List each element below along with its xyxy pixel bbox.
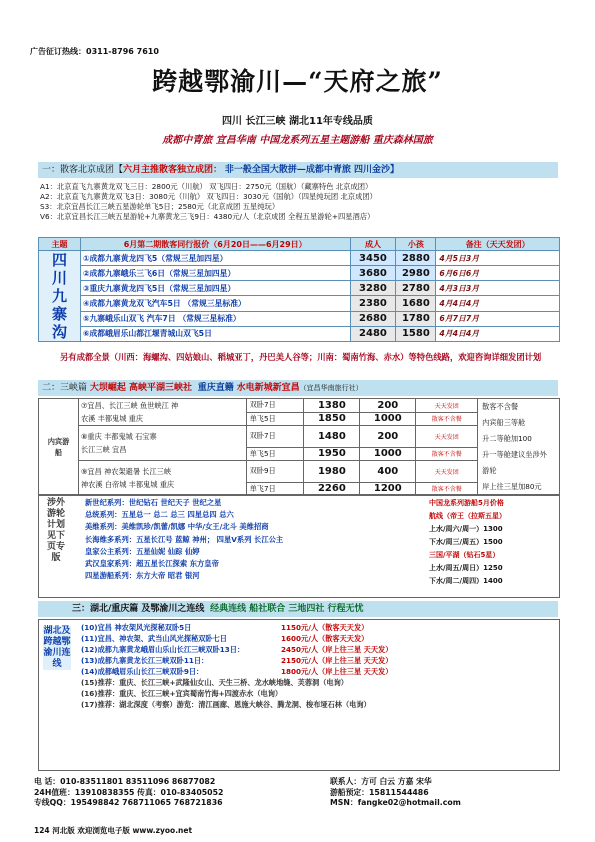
table-row (39, 251, 560, 266)
adult-price: 1380 (304, 399, 360, 413)
trip-cell: 双卧9日 (246, 461, 304, 483)
adult-price: 3280 (350, 281, 396, 296)
list-item: (10)宜昌 神农架风光探秘双卧5日 1150元/人（散客天天发） (81, 623, 369, 632)
table-row (39, 281, 560, 296)
note-cell: 天天发团 (416, 399, 478, 413)
col-header: 主题 (39, 238, 81, 251)
route-cell: ⑧重庆 丰都鬼城 石宝寨 长江三峡 宜昌 (78, 426, 246, 461)
child-price: 1000 (360, 447, 416, 461)
child-price: 1580 (396, 326, 436, 341)
cruise-series: 长海维多系列：五星长江号 蓝鲸 神州； 四星V系列 长江公主 (85, 534, 284, 544)
route-line: S3：北京宜昌长江三峡五星游轮单飞5日；2580元（北京成团 五星纯玩） (40, 202, 280, 211)
cabin-info: 散客不含餐 内宾船三等舱 升二等舱加100 升一等舱建议坐涉外 游轮 岸上往三星加80元 (478, 399, 560, 496)
adult-price: 3450 (350, 251, 396, 266)
list-item: (16)推荐：重庆、长江三峡+宜宾蜀南竹海+四渡赤水（电询） (81, 689, 283, 698)
table-row (39, 326, 560, 341)
page-footer: 124 河北版 欢迎浏览电子版 www.zyoo.net (34, 826, 193, 835)
table-side-label: 内宾游船 (39, 399, 79, 496)
child-price: 2980 (396, 266, 436, 281)
route-line: A2：北京直飞九寨黄龙双飞3日：3080元（川航） 双飞四日：3030元（国航）（四星纯玩团 北京成团） (40, 192, 377, 201)
dragon-price-row: 下水/周三/周五）1500 (429, 538, 503, 546)
note-cell: 4月3日3月 (436, 281, 560, 296)
col-header: 小孩 (396, 238, 436, 251)
child-price: 2780 (396, 281, 436, 296)
list-item: (11)宜昌、神农架、武当山风光探秘双卧七日 1600元/人（散客天天发） (81, 634, 369, 643)
cruise-series: 四星游船系列：东方大帝 昭君 银河 (85, 571, 200, 581)
list-item: (13)成都九寨黄龙长江三峡双卧11日： 2150元/人（岸上往三星 天天发） (81, 656, 393, 665)
child-price: 200 (360, 399, 416, 413)
subtitle-partners: 成都中青旅 宜昌华南 中国龙系列五星主题游船 重庆森林国旅 (162, 135, 433, 146)
cruise-side-label: 涉外游轮计划见下页专版 (46, 498, 65, 563)
col-header: 成人 (350, 238, 396, 251)
note-cell: 天天发团 (416, 461, 478, 483)
contact-block (34, 777, 558, 809)
list-item: (17)推荐：湖北深度（考察）游览：清江画廊、恩施大峡谷、腾龙洞、梭布垭石林（电询） (81, 700, 371, 709)
contact-row: 24H值班：13910838355 传真：010-83405052 游船预定：15811544486 (34, 787, 429, 797)
section1-header: 一：散客北京成团【六月主推散客独立成团： 非一般全国大散拼—成都中青旅 四川金沙】 (38, 162, 558, 178)
adult-price: 2260 (304, 482, 360, 496)
note-cell: 4月4日4月 (436, 326, 560, 341)
subtitle-specialty: 四川 长江三峡 湖北11年专线品质 (222, 116, 373, 127)
note-cell: 散客不含餐 (416, 412, 478, 426)
route-list-section1 (40, 182, 377, 222)
note-cell: 散客不含餐 (416, 447, 478, 461)
list-item: (12)成都九寨黄龙峨眉山乐山长江三峡双卧13日： 2450元/人（岸上往三星 天天发） (81, 645, 393, 654)
dragon-price-row: 下水/周二/周四）1400 (429, 577, 503, 585)
route-cell: ⑦宜昌、长江三峡 鱼世峡江 神 农溪 丰都鬼城 重庆 (78, 399, 246, 426)
list-item: (14)成都峨眉乐山长江三峡双卧9日： 1800元/人（岸上往三星 天天发） (81, 667, 393, 676)
dragon-price-row: 航线（帝王（拉斯五星） (429, 512, 506, 520)
route-cell: ③重庆九寨黄龙四飞5日（常规三星加四星） (80, 281, 350, 296)
adult-price: 3680 (350, 266, 396, 281)
adult-price: 1850 (304, 412, 360, 426)
adult-price: 2680 (350, 311, 396, 326)
note-cell: 4月4日4月 (436, 296, 560, 311)
cruise-series: 总统系列：五星总一 总二 总三 四星总四 总六 (85, 510, 234, 520)
sichuan-price-table (38, 237, 560, 342)
child-price: 2880 (396, 251, 436, 266)
table-row (39, 296, 560, 311)
contact-row: 专线QQ：195498842 768711065 768721836 MSN：fangke02@hotmail.com (34, 798, 461, 807)
route-line: A1：北京直飞九寨黄龙双飞三日：2800元（川航） 双飞四日：2750元（国航）（藏寨特色 北京成团） (40, 182, 373, 191)
trip-cell: 单飞5日 (246, 412, 304, 426)
hubei-route-list (81, 622, 392, 710)
cruise-series: 美维系列：美维凯珍/凯蕾/凯娜 中华/女王/北斗 美维招商 (85, 522, 269, 532)
cruise-series: 武汉皇家系列：超五星长江探索 东方皇帝 (85, 559, 219, 569)
route-cell: ⑤九寨峨乐山双飞 汽车7日 （常规三星标准） (80, 311, 350, 326)
dragon-price-row: 上水/周五/周日）1250 (429, 564, 503, 572)
child-price: 1680 (396, 296, 436, 311)
list-item: (15)推荐：重庆、长江三峡+武隆仙女山、天生三桥、龙水峡地缝、芙蓉洞（电询） (81, 678, 348, 687)
adult-price: 1480 (304, 426, 360, 448)
dragon-price-title: 中国龙系列游船5月价格 (429, 499, 504, 507)
adult-price: 2380 (350, 296, 396, 311)
route-line: V6：北京宜昌长江三峡五星游轮+九寨黄龙三飞9日：4380元/人（北京成团 全程五星游轮+四星酒店） (40, 212, 375, 221)
table-row (39, 399, 560, 413)
child-price: 200 (360, 426, 416, 448)
trip-cell: 双卧7日 (246, 399, 304, 413)
col-header: 备注（天天发团） (436, 238, 560, 251)
note-cell: 4月5日3月 (436, 251, 560, 266)
contact-row: 电 话：010-83511801 83511096 86877082 联系人：方可 白云 方嘉 宋华 (34, 777, 432, 786)
col-header: 6月第二期散客同行报价（6月20日——6月29日） (80, 238, 350, 251)
cruise-series: 皇家公主系列：五星仙妮 仙踪 仙婷 (85, 546, 200, 556)
yangtze-domestic-table (38, 398, 560, 496)
cruise-series-list (85, 497, 283, 582)
note-cell: 6月7日7月 (436, 311, 560, 326)
child-price: 1780 (396, 311, 436, 326)
table-row (39, 266, 560, 281)
route-cell: ⑨宜昌 神农架避暑 长江三峡 神农溪 白帝城 丰都鬼城 重庆 (78, 461, 246, 496)
adult-price: 1980 (304, 461, 360, 483)
adult-price: 2480 (350, 326, 396, 341)
child-price: 1200 (360, 482, 416, 496)
hubei-side-label: 湖北及跨越鄂渝川连线 (43, 626, 71, 669)
table-side-label: 四川九寨沟 (39, 251, 81, 342)
dragon-price-row: 上水/周六/周一）1300 (429, 525, 503, 533)
trip-cell: 单飞5日 (246, 447, 304, 461)
section3-header: 三：湖北/重庆篇 及鄂渝川之连线 经典连线 船社联合 三地四社 行程无忧 (38, 601, 558, 617)
cruise-series: 新世纪系列：世纪钻石 世纪天子 世纪之星 (85, 498, 222, 507)
foreign-cruise-block (38, 494, 560, 598)
dragon-price-panel (429, 497, 557, 588)
child-price: 1000 (360, 412, 416, 426)
note-cell: 6月6日6月 (436, 266, 560, 281)
table-header-row (39, 238, 560, 251)
dragon-price-row: 三国/平湖（钻石5星） (429, 551, 500, 559)
ad-hotline: 广告征订热线：0311-8796 7610 (30, 47, 159, 56)
extra-routes-note: 另有成都全景（川西：海螺沟、四姑娘山、稻城亚丁，丹巴美人谷等；川南：蜀南竹海、赤水）等特色线路，欢迎咨询详细发团计划 (60, 352, 542, 362)
trip-cell: 单飞7日 (246, 482, 304, 496)
hubei-routes-block (38, 619, 560, 771)
trip-cell: 双卧7日 (246, 426, 304, 448)
page-title: 跨越鄂渝川—“天府之旅” (152, 67, 443, 96)
route-cell: ⑥成都峨眉乐山都江堰青城山双飞5日 (80, 326, 350, 341)
route-cell: ②成都九寨峨乐三飞6日（常规三星加四星） (80, 266, 350, 281)
section2-header: 二：三峡篇 大坝崛起 高峡平湖三峡社 重庆直籍 水电新城新宜昌（宜昌华南旅行社） (38, 380, 558, 396)
route-cell: ①成都九寨黄龙四飞5（常规三星加四星） (80, 251, 350, 266)
adult-price: 1950 (304, 447, 360, 461)
child-price: 400 (360, 461, 416, 483)
note-cell: 散客不含餐 (416, 482, 478, 496)
table-row (39, 311, 560, 326)
note-cell: 天天发团 (416, 426, 478, 448)
route-cell: ④成都九寨黄龙双飞汽车5日 （常规三星标准） (80, 296, 350, 311)
